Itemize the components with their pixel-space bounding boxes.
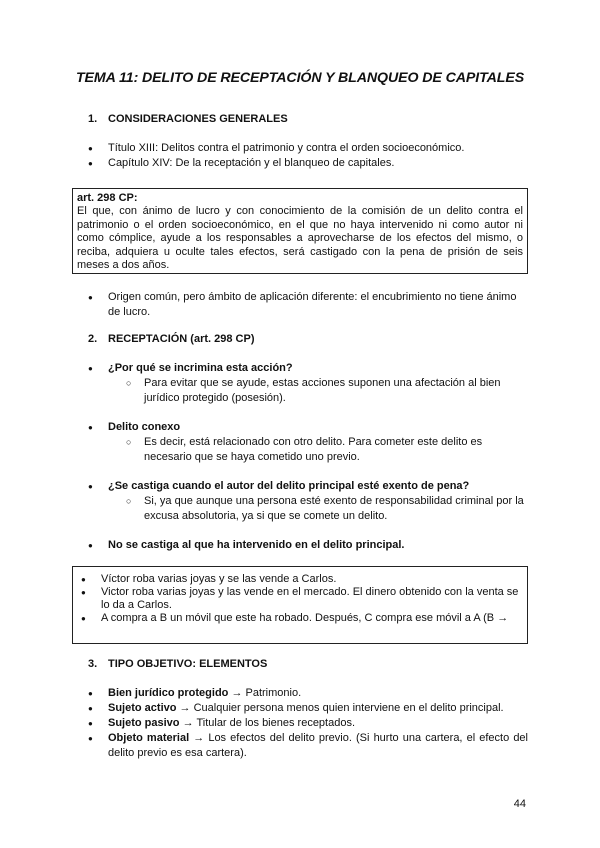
list-item: [88, 731, 528, 761]
section-title: RECEPTACIÓN (art. 298 CP): [108, 333, 255, 345]
term: Sujeto pasivo: [108, 717, 180, 729]
section-title: CONSIDERACIONES GENERALES: [108, 113, 288, 125]
sub-list-item: ○ Es decir, está relacionado con otro delito. Para cometer este delito es necesario que se haya cometido uno previo.: [108, 435, 528, 465]
term: Bien jurídico protegido: [108, 687, 229, 699]
list-item: ● Víctor roba varias joyas y se las vende a Carlos.: [81, 573, 519, 586]
list-item: [88, 686, 528, 701]
origin-bullet-list: [88, 290, 528, 320]
page-title: TEMA 11: DELITO DE RECEPTACIÓN Y BLANQUEO DE CAPITALES: [75, 70, 525, 86]
examples-list: [81, 573, 519, 625]
term-description: → Los efectos del delito previo. (Si hurto una cartera, el efecto del delito previo es esa cartera).: [108, 732, 528, 759]
receptacion-item-1: [88, 361, 528, 406]
list-item: ● Victor roba varias joyas y las vende en el mercado. El dinero obtenido con la venta se lo da a Carlos.: [81, 586, 519, 612]
section-number: 2.: [88, 333, 98, 345]
list-item: ● Origen común, pero ámbito de aplicación diferente: el encubrimiento no tiene ánimo de lucro.: [88, 290, 528, 320]
section-number: 1.: [88, 113, 98, 125]
list-item: [88, 479, 528, 524]
receptacion-item-3: [88, 479, 528, 524]
sub-list-item: ○ Para evitar que se ayude, estas acciones suponen una afectación al bien jurídico protegido (posesión).: [108, 376, 528, 406]
general-bullet-list: [88, 141, 508, 171]
examples-box: [72, 566, 528, 644]
list-item: ● Capítulo XIV: De la receptación y el blanqueo de capitales.: [88, 156, 508, 171]
article-heading: art. 298 CP:: [77, 192, 138, 204]
receptacion-item-4: [88, 538, 528, 553]
article-box: [72, 188, 528, 274]
receptacion-item-2: [88, 420, 528, 465]
list-item: [88, 701, 528, 716]
section-title: TIPO OBJETIVO: ELEMENTOS: [108, 658, 268, 670]
list-item: [88, 538, 528, 553]
term: Objeto material: [108, 732, 190, 744]
section-number: 3.: [88, 658, 98, 670]
term-description: → Patrimonio.: [228, 687, 302, 699]
section-heading-2: [88, 333, 255, 345]
term: Sujeto activo: [108, 702, 177, 714]
question-text: ¿Por qué se incrimina esta acción?: [108, 362, 293, 374]
section-heading-3: [88, 658, 267, 670]
list-item: [88, 716, 528, 731]
section-heading-1: [88, 113, 288, 125]
article-text: El que, con ánimo de lucro y con conocimiento de la comisión de un delito contra el patrimonio o el orden socioeconómico, en el que no haya intervenido ni como autor ni como cómplice, ayude a los responsables a aprovecharse de los efectos del mismo, o reciba, adquiera u oculte tales efectos, será castigado con la pena de prisión de seis meses a dos años.: [77, 205, 523, 272]
list-item: ● Título XIII: Delitos contra el patrimonio y contra el orden socioeconómico.: [88, 141, 508, 156]
list-item: ● A compra a B un móvil que este ha robado. Después, C compra ese móvil a A (B →: [81, 612, 519, 625]
sub-list-item: ○ Si, ya que aunque una persona esté exento de responsabilidad criminal por la excusa absolutoria, ya si que se comete un delito.: [108, 494, 528, 524]
elementos-list: [88, 686, 528, 761]
statement-text: No se castiga al que ha intervenido en el delito principal.: [108, 539, 405, 551]
page-number: 44: [513, 798, 526, 810]
term-description: → Titular de los bienes receptados.: [179, 717, 356, 729]
list-item: [88, 361, 528, 406]
question-text: ¿Se castiga cuando el autor del delito principal esté exento de pena?: [108, 480, 470, 492]
term-description: → Cualquier persona menos quien interviene en el delito principal.: [176, 702, 504, 714]
question-text: Delito conexo: [108, 421, 181, 433]
list-item: [88, 420, 528, 465]
